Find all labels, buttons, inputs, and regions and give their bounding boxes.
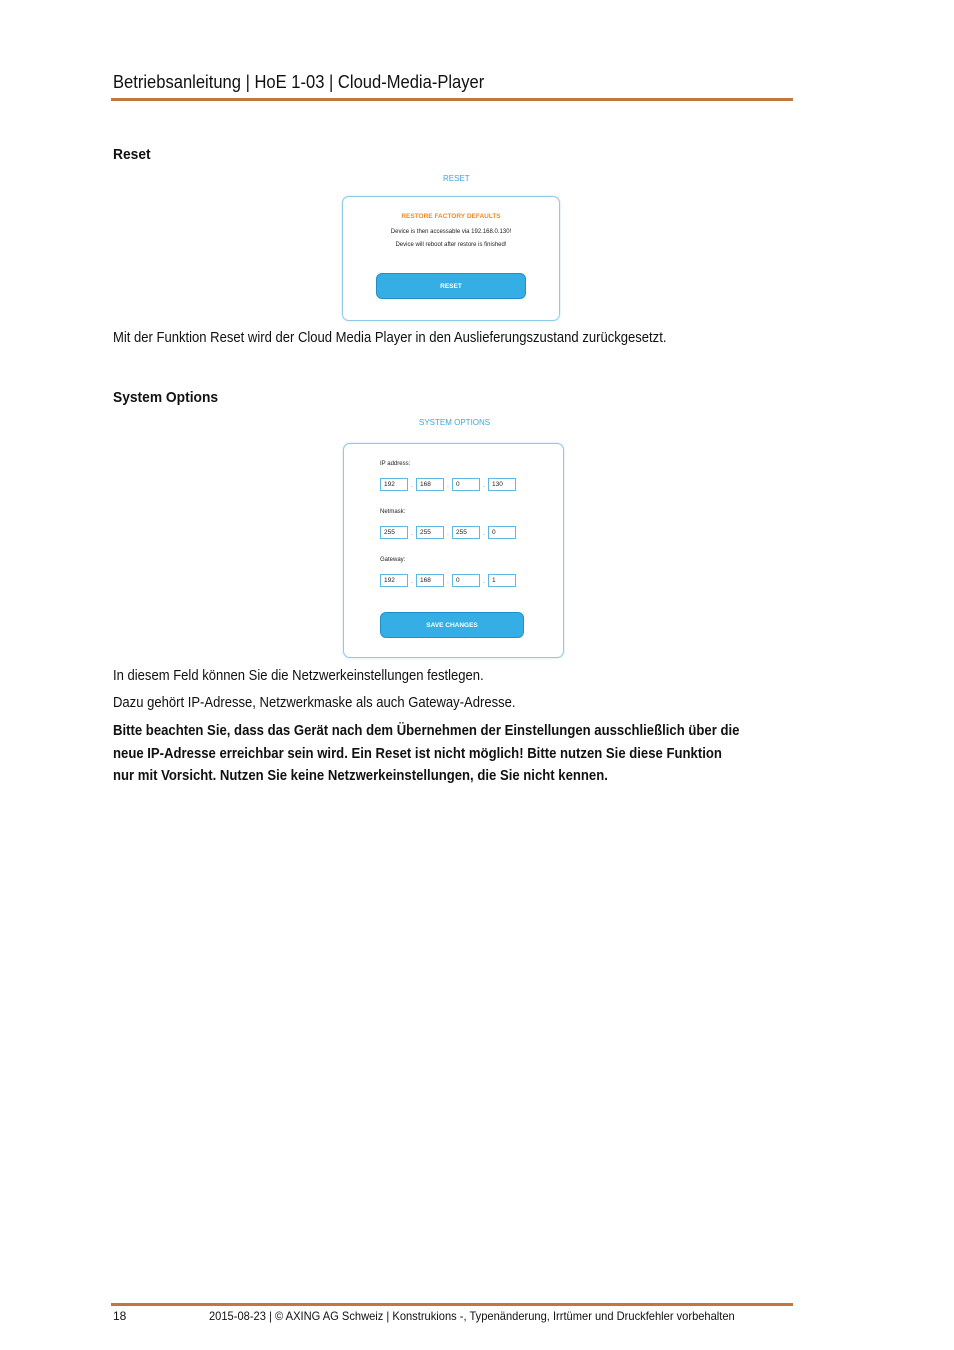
gateway-dot-separator: . (447, 578, 449, 585)
reset-button[interactable]: RESET (376, 273, 526, 299)
warning-line-3: nur mit Vorsicht. Nutzen Sie keine Netzwerkeinstellungen, die Sie nicht kennen. (113, 768, 608, 784)
system-options-ui-caption: SYSTEM OPTIONS (419, 418, 491, 427)
gateway-octet-3[interactable]: 0 (452, 574, 480, 587)
reset-heading: Reset (113, 146, 151, 163)
reset-info-line-1: Device is then accessable via 192.168.0.130! (390, 229, 512, 235)
netmask-octet-3[interactable]: 255 (452, 526, 480, 539)
reset-panel (342, 196, 560, 321)
ip-octet-4[interactable]: 130 (488, 478, 516, 491)
ip-dot-separator: . (483, 482, 485, 489)
netmask-label: Netmask: (380, 509, 406, 515)
netmask-octet-4[interactable]: 0 (488, 526, 516, 539)
gateway-octet-1[interactable]: 192 (380, 574, 408, 587)
page-header-title: Betriebsanleitung | HoE 1-03 | Cloud-Media-Player (113, 72, 485, 92)
netmask-dot-separator: . (411, 530, 413, 537)
netmask-dot-separator: . (447, 530, 449, 537)
reset-info-line-2: Device will reboot after restore is finished! (395, 242, 507, 248)
save-changes-button[interactable]: SAVE CHANGES (380, 612, 524, 638)
warning-line-2: neue IP-Adresse erreichbar sein wird. Ein Reset ist nicht möglich! Bitte nutzen Sie diese Funktion (113, 745, 722, 762)
netmask-octet-1[interactable]: 255 (380, 526, 408, 539)
ip-octet-2[interactable]: 168 (416, 478, 444, 491)
gateway-dot-separator: . (483, 578, 485, 585)
header-divider (111, 98, 793, 101)
system-options-heading: System Options (113, 389, 219, 406)
ip-dot-separator: . (447, 482, 449, 489)
footer-copyright: 2015-08-23 | © AXING AG Schweiz | Konstrukions -, Typenänderung, Irrtümer und Druckfehler vorbehalten (209, 1309, 735, 1323)
gateway-octet-2[interactable]: 168 (416, 574, 444, 587)
ip-dot-separator: . (411, 482, 413, 489)
ip-address-label: IP address: (380, 461, 411, 467)
footer-divider (111, 1303, 793, 1306)
page-number: 18 (113, 1309, 127, 1323)
netmask-octet-2[interactable]: 255 (416, 526, 444, 539)
ip-octet-3[interactable]: 0 (452, 478, 480, 491)
system-options-paragraph-1: In diesem Feld können Sie die Netzwerkeinstellungen festlegen. (113, 668, 484, 684)
gateway-dot-separator: . (411, 578, 413, 585)
system-options-paragraph-2: Dazu gehört IP-Adresse, Netzwerkmaske als auch Gateway-Adresse. (113, 695, 516, 711)
gateway-label: Gateway: (380, 557, 406, 563)
system-options-panel (343, 443, 564, 658)
network-warning (113, 720, 783, 788)
reset-ui-caption: RESET (443, 174, 470, 183)
warning-line-1: Bitte beachten Sie, dass das Gerät nach dem Übernehmen der Einstellungen ausschließlich über die (113, 723, 740, 739)
restore-defaults-title: RESTORE FACTORY DEFAULTS (401, 213, 501, 220)
reset-description: Mit der Funktion Reset wird der Cloud Media Player in den Auslieferungszustand zurückgesetzt. (113, 330, 667, 346)
ip-octet-1[interactable]: 192 (380, 478, 408, 491)
gateway-octet-4[interactable]: 1 (488, 574, 516, 587)
netmask-dot-separator: . (483, 530, 485, 537)
